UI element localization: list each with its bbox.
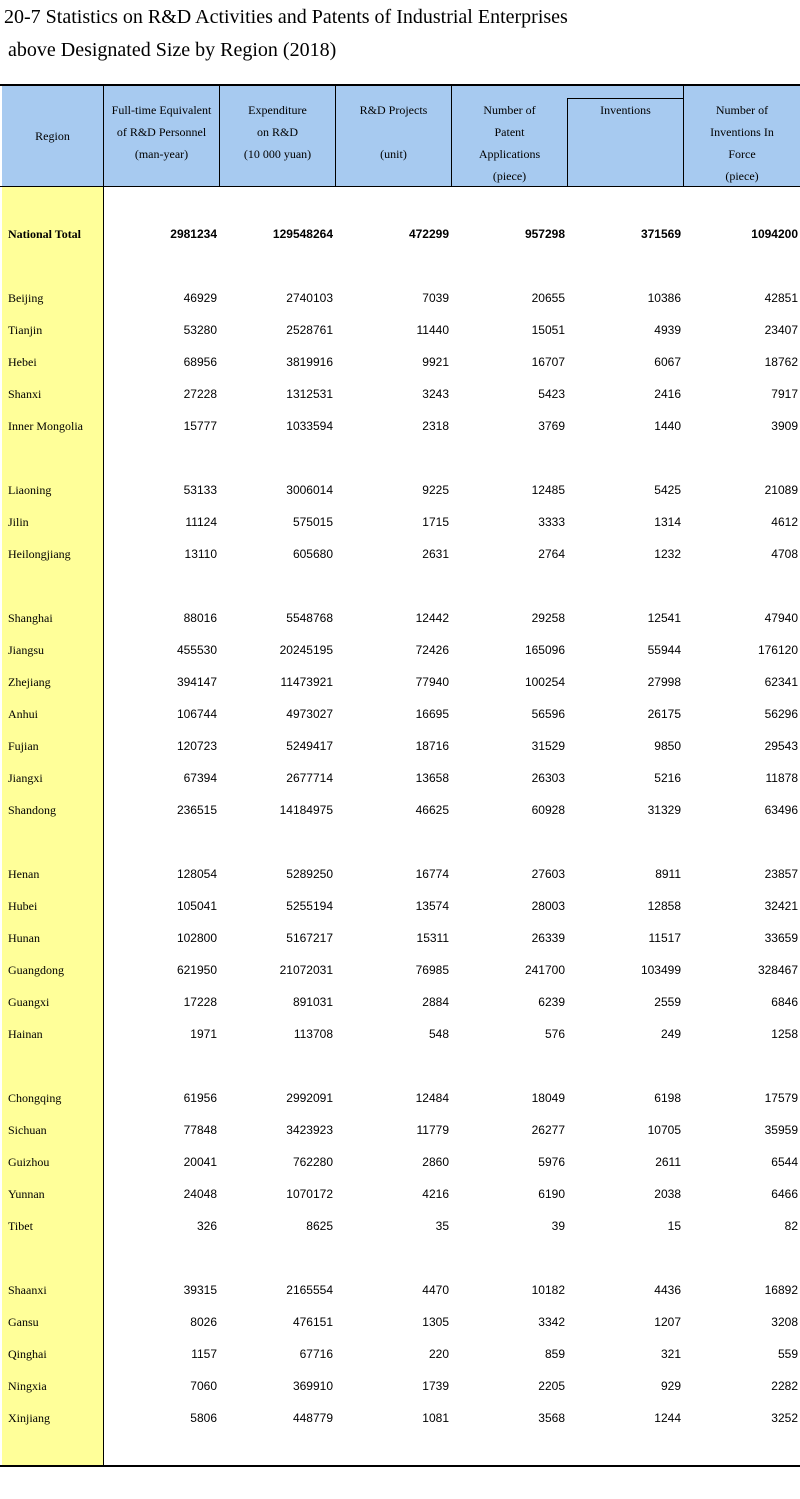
table-cell: 20041	[183, 1155, 217, 1169]
table-cell: 3423923	[286, 1123, 333, 1137]
table-cell: 5289250	[286, 867, 333, 881]
table-cell: 176120	[757, 643, 798, 657]
table-cell: 241700	[524, 963, 565, 977]
table-cell: 5976	[538, 1155, 565, 1169]
region-name: Yunnan	[8, 1187, 45, 1201]
header-inventions-in-force: Number of Inventions In Force (piece)	[710, 103, 774, 183]
table-cell: 10705	[647, 1123, 681, 1137]
table-cell: 56596	[531, 707, 565, 721]
region-name: Liaoning	[8, 483, 52, 497]
table-cell: 605680	[292, 547, 333, 561]
table-cell: 16774	[415, 867, 449, 881]
table-cell: 1258	[771, 1027, 798, 1041]
table-cell: 16892	[764, 1283, 798, 1297]
table-cell: 3909	[771, 419, 798, 433]
table-cell: 4939	[654, 323, 681, 337]
table-cell: 31329	[647, 803, 681, 817]
table-cell: 120723	[176, 739, 217, 753]
table-cell: 23857	[764, 867, 798, 881]
table-row	[0, 1343, 800, 1365]
table-cell: 100254	[524, 675, 565, 689]
table-cell: 2677714	[286, 771, 333, 785]
table-cell: 9921	[422, 355, 449, 369]
table-cell: 621950	[176, 963, 217, 977]
table-cell: 3252	[771, 1411, 798, 1425]
table-cell: 4612	[771, 515, 798, 529]
table-cell: 55944	[647, 643, 681, 657]
table-row	[0, 287, 800, 309]
table-cell: 29258	[531, 611, 565, 625]
table-cell: 6067	[654, 355, 681, 369]
table-cell: 321	[660, 1347, 681, 1361]
table-cell: 455530	[176, 643, 217, 657]
table-row	[0, 671, 800, 693]
table-cell: 72426	[415, 643, 449, 657]
table-cell: 476151	[292, 1315, 333, 1329]
table-cell: 18762	[764, 355, 798, 369]
table-cell: 102800	[176, 931, 217, 945]
table-cell: 3342	[538, 1315, 565, 1329]
table-row	[0, 703, 800, 725]
table-cell: 46625	[415, 803, 449, 817]
table-cell: 2631	[422, 547, 449, 561]
table-cell: 105041	[176, 899, 217, 913]
table-cell: 12484	[415, 1091, 449, 1105]
table-cell: 14184975	[279, 803, 333, 817]
table-cell: 68956	[183, 355, 217, 369]
table-cell: 2528761	[286, 323, 333, 337]
table-cell: 35959	[764, 1123, 798, 1137]
table-cell: 236515	[176, 803, 217, 817]
table-cell: 27603	[531, 867, 565, 881]
table-cell: 1314	[654, 515, 681, 529]
table-cell: 3568	[538, 1411, 565, 1425]
table-cell: 60928	[531, 803, 565, 817]
table-row	[0, 1215, 800, 1237]
table-cell: 27228	[183, 387, 217, 401]
table-cell: 32421	[764, 899, 798, 913]
table-cell: 103499	[640, 963, 681, 977]
header-region: Region	[35, 129, 70, 143]
table-cell: 11517	[648, 931, 681, 945]
table-cell: 63496	[764, 803, 798, 817]
table-cell: 7060	[190, 1379, 217, 1393]
table-cell: 16707	[531, 355, 565, 369]
table-cell: 1070172	[286, 1187, 333, 1201]
table-cell: 12541	[647, 611, 681, 625]
region-name: Henan	[8, 867, 40, 881]
table-cell: 220	[428, 1347, 449, 1361]
table-cell: 5423	[538, 387, 565, 401]
header-patent-applications: Number of Patent Applications (piece)	[478, 103, 541, 183]
region-name: Guangxi	[8, 995, 50, 1009]
region-name: Jilin	[8, 515, 29, 529]
table-cell: 10182	[531, 1283, 565, 1297]
table-row	[0, 607, 800, 629]
table-cell: 15051	[531, 323, 565, 337]
table-cell: 1232	[654, 547, 681, 561]
table-cell: 61956	[183, 1091, 217, 1105]
table-cell: 77940	[415, 675, 449, 689]
table-cell: 11779	[416, 1123, 449, 1137]
table-title-line-2: above Designated Size by Region (2018)	[8, 39, 337, 61]
table-cell: 24048	[183, 1187, 217, 1201]
table-cell: 39315	[183, 1283, 217, 1297]
region-name: Hunan	[8, 931, 40, 945]
table-cell: 28003	[531, 899, 565, 913]
region-name: Inner Mongolia	[8, 419, 83, 433]
table-cell: 3006014	[286, 483, 333, 497]
table-cell: 2416	[654, 387, 681, 401]
table-cell: 1715	[422, 515, 449, 529]
table-cell: 762280	[292, 1155, 333, 1169]
table-cell: 15	[667, 1219, 681, 1233]
region-name: Heilongjiang	[8, 547, 71, 561]
table-cell: 2740103	[286, 291, 333, 305]
table-cell: 18049	[531, 1091, 565, 1105]
table-cell: 6239	[538, 995, 565, 1009]
table-cell: 129548264	[272, 227, 333, 241]
table-row	[0, 479, 800, 501]
region-column-background	[2, 186, 103, 1466]
table-cell: 4973027	[286, 707, 333, 721]
table-cell: 2205	[538, 1379, 565, 1393]
table-cell: 6190	[538, 1187, 565, 1201]
table-cell: 12485	[531, 483, 565, 497]
table-row	[0, 735, 800, 757]
table-cell: 2318	[422, 419, 449, 433]
table-cell: 53280	[183, 323, 217, 337]
table-cell: 2860	[422, 1155, 449, 1169]
total-row	[0, 223, 800, 245]
table-cell: 15777	[183, 419, 217, 433]
region-name: Tianjin	[8, 323, 43, 337]
table-cell: 42851	[764, 291, 798, 305]
table-cell: 559	[777, 1347, 798, 1361]
table-cell: 82	[784, 1219, 798, 1233]
table-row	[0, 1151, 800, 1173]
table-cell: 859	[544, 1347, 565, 1361]
table-cell: 929	[660, 1379, 681, 1393]
table-cell: 8026	[190, 1315, 217, 1329]
table-cell: 20245195	[279, 643, 333, 657]
table-cell: 67716	[299, 1347, 333, 1361]
table-cell: 575015	[292, 515, 333, 529]
table-cell: 10386	[647, 291, 681, 305]
table-cell: 9850	[654, 739, 681, 753]
table-cell: 3333	[538, 515, 565, 529]
table-cell: 67394	[183, 771, 217, 785]
header-rd-expenditure: Expenditure on R&D (10 000 yuan)	[243, 103, 312, 161]
table-cell: 891031	[292, 995, 333, 1009]
table-row	[0, 639, 800, 661]
table-cell: 21089	[764, 483, 798, 497]
table-cell: 29543	[764, 739, 798, 753]
table-row	[0, 767, 800, 789]
table-cell: 957298	[524, 227, 565, 241]
table-cell: 11473921	[280, 675, 333, 689]
region-name: National Total	[8, 227, 82, 241]
table-row	[0, 543, 800, 565]
table-cell: 5548768	[286, 611, 333, 625]
table-cell: 128054	[176, 867, 217, 881]
table-cell: 6544	[771, 1155, 798, 1169]
table-title-line-1: 20-7 Statistics on R&D Activities and Patents of Industrial Enterprises	[4, 6, 568, 28]
table-cell: 7917	[771, 387, 798, 401]
region-name: Fujian	[8, 739, 39, 753]
table-cell: 2038	[654, 1187, 681, 1201]
table-cell: 3769	[538, 419, 565, 433]
region-name: Sichuan	[8, 1123, 47, 1137]
table-cell: 5249417	[286, 739, 333, 753]
table-cell: 1157	[191, 1347, 217, 1361]
table-cell: 6198	[654, 1091, 681, 1105]
table-cell: 7039	[422, 291, 449, 305]
table-cell: 8911	[655, 867, 681, 881]
table-cell: 472299	[408, 227, 449, 241]
table-cell: 371569	[640, 227, 681, 241]
table-row	[0, 1311, 800, 1333]
table-cell: 2884	[422, 995, 449, 1009]
table-cell: 328467	[757, 963, 798, 977]
table-row	[0, 1087, 800, 1109]
table-cell: 56296	[764, 707, 798, 721]
table-cell: 20655	[531, 291, 565, 305]
table-cell: 5425	[654, 483, 681, 497]
table-cell: 33659	[764, 931, 798, 945]
table-cell: 1440	[654, 419, 681, 433]
table-cell: 1244	[654, 1411, 681, 1425]
table-cell: 4470	[422, 1283, 449, 1297]
table-cell: 13110	[184, 547, 217, 561]
table-cell: 17228	[183, 995, 217, 1009]
table-cell: 21072031	[279, 963, 333, 977]
table-cell: 39	[551, 1219, 565, 1233]
table-cell: 12442	[415, 611, 449, 625]
table-row	[0, 319, 800, 341]
table-row	[0, 383, 800, 405]
table-cell: 4436	[654, 1283, 681, 1297]
table-cell: 46929	[183, 291, 217, 305]
table-cell: 3243	[422, 387, 449, 401]
header-bottom-rule	[0, 186, 800, 187]
table-cell: 576	[544, 1027, 565, 1041]
table-cell: 3819916	[286, 355, 333, 369]
table-cell: 26175	[647, 707, 681, 721]
table-cell: 53133	[183, 483, 217, 497]
bottom-rule	[0, 1465, 800, 1467]
region-name: Guizhou	[8, 1155, 50, 1169]
table-row	[0, 1375, 800, 1397]
table-cell: 5806	[190, 1411, 217, 1425]
table-row	[0, 927, 800, 949]
table-cell: 106744	[176, 707, 217, 721]
table-cell: 4216	[422, 1187, 449, 1201]
region-name: Jiangsu	[8, 643, 44, 657]
table-row	[0, 959, 800, 981]
table-row	[0, 1119, 800, 1141]
region-name: Hainan	[8, 1027, 43, 1041]
region-name: Hubei	[8, 899, 38, 913]
table-cell: 165096	[524, 643, 565, 657]
table-row	[0, 415, 800, 437]
table-cell: 31529	[531, 739, 565, 753]
region-name: Shanxi	[8, 387, 42, 401]
table-cell: 2282	[771, 1379, 798, 1393]
region-name: Anhui	[8, 707, 38, 721]
region-name: Chongqing	[8, 1091, 62, 1105]
table-cell: 23407	[764, 323, 798, 337]
table-cell: 12858	[647, 899, 681, 913]
header-inventions: Inventions	[600, 103, 651, 117]
region-name: Guangdong	[8, 963, 64, 977]
table-cell: 2559	[654, 995, 681, 1009]
region-name: Jiangxi	[8, 771, 43, 785]
header-rd-personnel: Full-time Equivalent of R&D Personnel (man-year)	[111, 103, 212, 161]
table-cell: 548	[428, 1027, 449, 1041]
table-cell: 1312531	[286, 387, 333, 401]
table-cell: 6466	[771, 1187, 798, 1201]
table-cell: 26277	[531, 1123, 565, 1137]
table-cell: 1207	[654, 1315, 681, 1329]
table-cell: 1081	[422, 1411, 449, 1425]
region-name: Xinjiang	[8, 1411, 50, 1425]
table-cell: 2611	[655, 1155, 681, 1169]
table-row	[0, 1023, 800, 1045]
table-cell: 249	[660, 1027, 681, 1041]
table-cell: 1033594	[286, 419, 333, 433]
table-cell: 4708	[771, 547, 798, 561]
table-row	[0, 991, 800, 1013]
table-cell: 27998	[647, 675, 681, 689]
table-cell: 13574	[415, 899, 449, 913]
table-cell: 76985	[415, 963, 449, 977]
table-cell: 1971	[190, 1027, 217, 1041]
region-name: Qinghai	[8, 1347, 47, 1361]
table-cell: 5216	[654, 771, 681, 785]
region-name: Shandong	[8, 803, 56, 817]
table-cell: 26303	[531, 771, 565, 785]
table-row	[0, 1407, 800, 1429]
region-name: Ningxia	[8, 1379, 47, 1393]
region-name: Gansu	[8, 1315, 39, 1329]
table-cell: 326	[196, 1219, 217, 1233]
region-name: Shaanxi	[8, 1283, 47, 1297]
table-cell: 1739	[422, 1379, 449, 1393]
table-cell: 1305	[422, 1315, 449, 1329]
table-cell: 11440	[416, 323, 449, 337]
region-name: Tibet	[8, 1219, 33, 1233]
table-cell: 1094200	[751, 227, 798, 241]
table-cell: 5255194	[286, 899, 333, 913]
table-row	[0, 1279, 800, 1301]
table-cell: 17579	[764, 1091, 798, 1105]
table-cell: 2764	[538, 547, 565, 561]
table-cell: 2992091	[286, 1091, 333, 1105]
table-row	[0, 863, 800, 885]
header-rd-projects: R&D Projects (unit)	[359, 103, 428, 161]
table-row	[0, 351, 800, 373]
region-name: Zhejiang	[8, 675, 51, 689]
table-cell: 16695	[415, 707, 449, 721]
table-cell: 26339	[531, 931, 565, 945]
table-cell: 18716	[415, 739, 449, 753]
table-cell: 88016	[183, 611, 217, 625]
table-row	[0, 895, 800, 917]
table-cell: 448779	[292, 1411, 333, 1425]
table-row	[0, 1183, 800, 1205]
table-cell: 77848	[183, 1123, 217, 1137]
table-cell: 113708	[293, 1027, 333, 1041]
table-cell: 35	[435, 1219, 449, 1233]
table-cell: 47940	[764, 611, 798, 625]
table-row	[0, 511, 800, 533]
table-cell: 13658	[415, 771, 449, 785]
table-cell: 15311	[416, 931, 449, 945]
table-cell: 2165554	[286, 1283, 333, 1297]
region-name: Shanghai	[8, 611, 53, 625]
table-cell: 6846	[771, 995, 798, 1009]
table-cell: 11124	[185, 515, 217, 529]
table-cell: 369910	[292, 1379, 333, 1393]
table-cell: 8625	[306, 1219, 333, 1233]
region-name: Beijing	[8, 291, 44, 305]
table-row	[0, 799, 800, 821]
region-name: Hebei	[8, 355, 37, 369]
table-cell: 11878	[765, 771, 798, 785]
table-cell: 9225	[422, 483, 449, 497]
table-cell: 2981234	[170, 227, 217, 241]
table-cell: 3208	[771, 1315, 798, 1329]
table-cell: 5167217	[286, 931, 333, 945]
table-cell: 394147	[176, 675, 217, 689]
table-cell: 62341	[764, 675, 798, 689]
